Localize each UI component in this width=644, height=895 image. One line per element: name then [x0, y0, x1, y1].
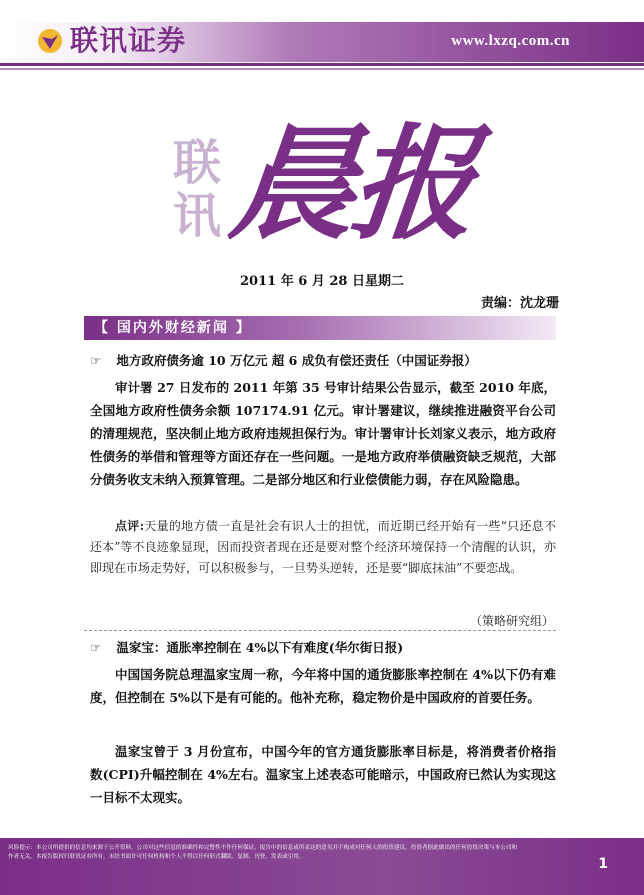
article-headline [90, 351, 560, 371]
site-url: www.lxzq.com.cn [451, 33, 570, 49]
editor-credit: 责编：沈龙珊 [480, 296, 559, 311]
masthead-title: 晨报 [224, 112, 480, 257]
divider [84, 630, 556, 631]
article-paragraph: 中国国务院总理温家宝周一称，今年将中国的通货膨胀率控制在 4%以下仍有难度，但控制在 5%以下是有可能的。他补充称，稳定物价是中国政府的首要任务。 [90, 667, 556, 705]
pointing-hand-icon: ☞ [90, 353, 102, 368]
article-paragraph: 审计署 27 日发布的 2011 年第 35 号审计结果公告显示，截至 2010 年底，全国地方政府性债务余额 107174.91 亿元。审计署建议，继续推进融资平台公司的清理规范，坚决制止地方政府违规担保行为。审计署审计长刘家义表示，地方政府性债务的举借和管理等方面还存在一些问题。一是地方政府举债融资缺乏规范，大部分债务收支未纳入预算管理。二是部分地区和行业偿债能力弱，存在风险隐患。 [90, 380, 556, 487]
brand-logo-icon [36, 27, 64, 55]
header-divider [0, 63, 644, 66]
pointing-hand-icon: ☞ [90, 640, 102, 655]
article-comment [90, 516, 556, 579]
section-title: 【 国内外财经新闻 】 [94, 320, 252, 336]
footer-band [0, 838, 644, 895]
masthead-char-bottom: 讯 [172, 188, 221, 244]
article-source: （策略研究组） [469, 614, 554, 628]
masthead-char-top: 联 [172, 135, 221, 191]
comment-text: 天量的地方债一直是社会有识人士的担忧，而近期已经开始有一些“只还息不还本”等不良迹象显现，因而投资者现在还是要对整个经济环境保持一个清醒的认识，亦即现在市场走势好，可以积极参与，一旦势头逆转，还是要“脚底抹油”不要恋战。 [90, 519, 556, 575]
issue-date: 2011 年 6 月 28 日星期二 [240, 274, 404, 289]
headline-text: 地方政府债务逾 10 万亿元 超 6 成负有偿还责任（中国证券报） [116, 353, 477, 368]
brand-name: 联讯证券 [70, 24, 187, 57]
article-headline [90, 638, 560, 658]
article-paragraph: 温家宝曾于 3 月份宣布，中国今年的官方通货膨胀率目标是，将消费者价格指数(CPI)升幅控制在 4%左右。温家宝上述表态可能暗示，中国政府已然认为实现这一目标不太现实。 [90, 744, 556, 805]
header-divider-thin [0, 68, 644, 70]
headline-text: 温家宝：通胀率控制在 4%以下有难度(华尔街日报) [116, 640, 404, 655]
risk-disclaimer: 风险提示：本公司所提供的信息均来源于公开资料，公司对这些信息的准确性和完整性不作任何保证。报告中的信息或所表达的意见并不构成对任何人的投资建议，投资者据此做出的任何投资决策与本公司和作者无关。本报告版权归联讯证券所有，未经书面许可任何机构和个人不得以任何形式翻版、复制、刊登、发表或引用。 [8, 845, 518, 860]
page-number: 1 [598, 856, 608, 872]
section-header [84, 316, 556, 340]
comment-label: 点评: [115, 519, 145, 533]
